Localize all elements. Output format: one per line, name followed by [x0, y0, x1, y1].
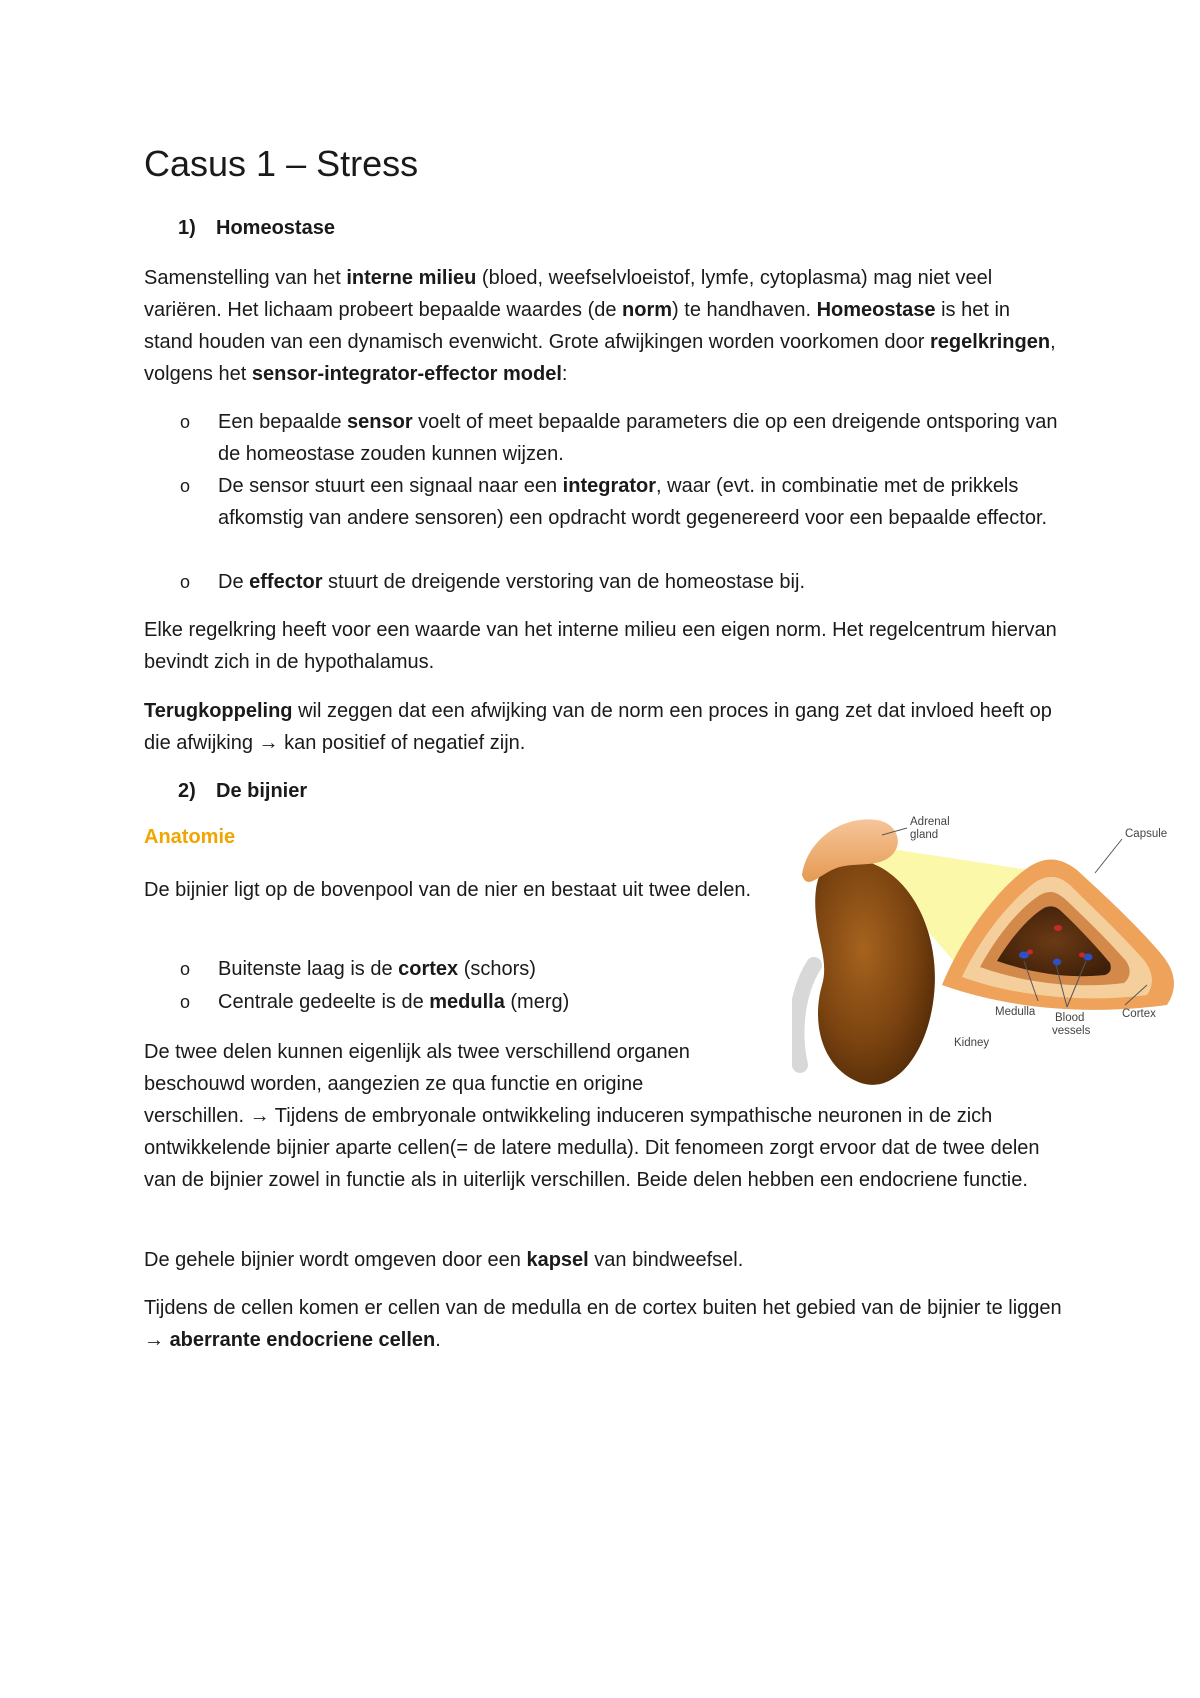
- bold-term: sensor: [347, 411, 413, 433]
- section-number: 2): [178, 780, 196, 802]
- text-run: Centrale gedeelte is de: [218, 991, 430, 1013]
- bold-term: Homeostase: [816, 299, 936, 321]
- text-run: , volgens het: [144, 331, 1056, 385]
- text-line: [144, 1100, 1064, 1196]
- text-run: Tijdens de cellen komen er cellen van de medulla en de cortex buiten het gebied van de bijnier te liggen: [144, 1297, 1062, 1319]
- blood-vessel: [1027, 950, 1033, 955]
- aberrante-paragraph: [144, 1292, 1064, 1356]
- list-item-text: [218, 406, 1078, 470]
- bullet-marker: o: [180, 992, 191, 1012]
- list-item-text: [218, 470, 1078, 534]
- bullet-marker: o: [180, 959, 191, 979]
- arrow-icon: →: [249, 1105, 270, 1127]
- text-run: Samenstelling van het: [144, 267, 347, 289]
- text-run: Een bepaalde: [218, 411, 348, 433]
- text-run: De sensor stuurt een signaal naar een: [218, 475, 563, 497]
- label-cortex: Cortex: [1122, 1008, 1156, 1020]
- arrow-icon: →: [144, 1329, 164, 1351]
- text-run: is het in stand houden van een dynamisch evenwicht. Grote afwijkingen worden voorkomen door: [144, 299, 1011, 353]
- bold-term: interne milieu: [346, 267, 477, 289]
- list-item-text: [218, 566, 1078, 598]
- text-run: (merg): [504, 991, 570, 1013]
- terugkoppeling-paragraph: [144, 695, 1064, 759]
- bijnier-intro-paragraph: De bijnier ligt op de bovenpool van de nier en bestaat uit twee delen.: [144, 879, 752, 901]
- bold-term: norm: [622, 299, 673, 321]
- text-run: De gehele bijnier wordt omgeven door een: [144, 1249, 527, 1271]
- bold-term: medulla: [429, 991, 505, 1013]
- ureter: [796, 965, 814, 1065]
- label-kidney: Kidney: [954, 1037, 990, 1049]
- list-item: [180, 566, 1078, 598]
- bullet-marker: o: [180, 476, 191, 496]
- adrenal-gland-illustration: [792, 815, 1178, 1091]
- list-item-text: [218, 953, 778, 985]
- text-run: Buitenste laag is de: [218, 958, 399, 980]
- label-gland: gland: [910, 829, 939, 841]
- bold-term: cortex: [398, 958, 459, 980]
- kapsel-paragraph: [144, 1244, 1064, 1276]
- label-blood: Blood: [1055, 1012, 1085, 1024]
- section-heading-homeostase: [178, 217, 335, 240]
- list-item-text: [218, 986, 778, 1018]
- section-title: Homeostase: [216, 217, 335, 239]
- list-item: [180, 986, 778, 1018]
- bold-term: aberrante endocriene cellen: [169, 1329, 436, 1351]
- section-title: De bijnier: [216, 780, 308, 802]
- text-run: .: [435, 1329, 441, 1351]
- adrenal-gland-figure: [792, 815, 1178, 1091]
- section-heading-bijnier: [178, 780, 307, 803]
- label-leader: [1095, 839, 1122, 873]
- text-run: stuurt de dreigende verstoring van de homeostase bij.: [322, 571, 805, 593]
- text-run: Tijdens de embryonale ontwikkeling induceren sympathische neuronen in de zich ontwikkelende bijnier aparte cellen(= de latere medulla). Dit fenomeen zorgt ervoor dat de twee delen van de bijnier zowel in functie als in uiterlijk verschillen. Beide delen hebben een endocriene functie.: [144, 1105, 1040, 1191]
- label-medulla: Medulla: [995, 1006, 1036, 1018]
- homeostase-intro-paragraph: [144, 262, 1064, 390]
- list-item: [180, 953, 778, 985]
- text-run: wil zeggen dat een afwijking van de norm een proces in gang zet dat invloed heeft op die afwijking: [144, 700, 1052, 754]
- text-run: voelt of meet bepaalde parameters die op een dreigende ontsporing van de homeostase zouden kunnen wijzen.: [218, 411, 1058, 465]
- label-adrenal: Adrenal: [910, 816, 950, 828]
- bold-term: regelkringen: [930, 331, 1051, 353]
- section-number: 1): [178, 217, 196, 239]
- text-run: (bloed, weefselvloeistof, lymfe, cytoplasma) mag niet veel variëren. Het lichaam probeert bepaalde waardes (de: [144, 267, 993, 321]
- blood-vessel: [1054, 925, 1062, 931]
- blood-vessel: [1053, 959, 1061, 966]
- text-line: De twee delen kunnen eigenlijk als twee verschillend organen: [144, 1041, 690, 1063]
- label-capsule: Capsule: [1125, 828, 1168, 840]
- page-title: Casus 1 – Stress: [144, 143, 419, 184]
- blood-vessel: [1079, 953, 1085, 958]
- text-line: beschouwd worden, aangezien ze qua functie en origine: [144, 1073, 644, 1095]
- text-run: ) te handhaven.: [672, 299, 817, 321]
- bold-term: effector: [249, 571, 323, 593]
- text-run: (schors): [458, 958, 536, 980]
- text-run: , waar (evt. in combinatie met de prikkels afkomstig van andere sensoren) een opdracht wordt gegenereerd voor een bepaalde effector.: [218, 475, 1048, 529]
- subheading-anatomie: Anatomie: [144, 826, 236, 848]
- text-run: :: [561, 363, 568, 385]
- arrow-icon: →: [258, 732, 279, 754]
- text-run: De: [218, 571, 250, 593]
- bullet-marker: o: [180, 412, 191, 432]
- list-item: [180, 470, 1078, 534]
- regelkring-paragraph: Elke regelkring heeft voor een waarde van het interne milieu een eigen norm. Het regelcentrum hiervan bevindt zich in de hypothalamus.: [144, 619, 1057, 673]
- list-item: [180, 406, 1078, 470]
- label-vessels: vessels: [1052, 1025, 1091, 1037]
- bullet-marker: o: [180, 572, 191, 592]
- bold-term: integrator: [562, 475, 657, 497]
- bold-term: kapsel: [526, 1249, 589, 1271]
- text-run: van bindweefsel.: [588, 1249, 744, 1271]
- text-run: verschillen.: [144, 1105, 250, 1127]
- text-run: kan positief of negatief zijn.: [278, 732, 526, 754]
- bold-term: Terugkoppeling: [144, 700, 293, 722]
- bold-term: sensor-integrator-effector model: [251, 363, 562, 385]
